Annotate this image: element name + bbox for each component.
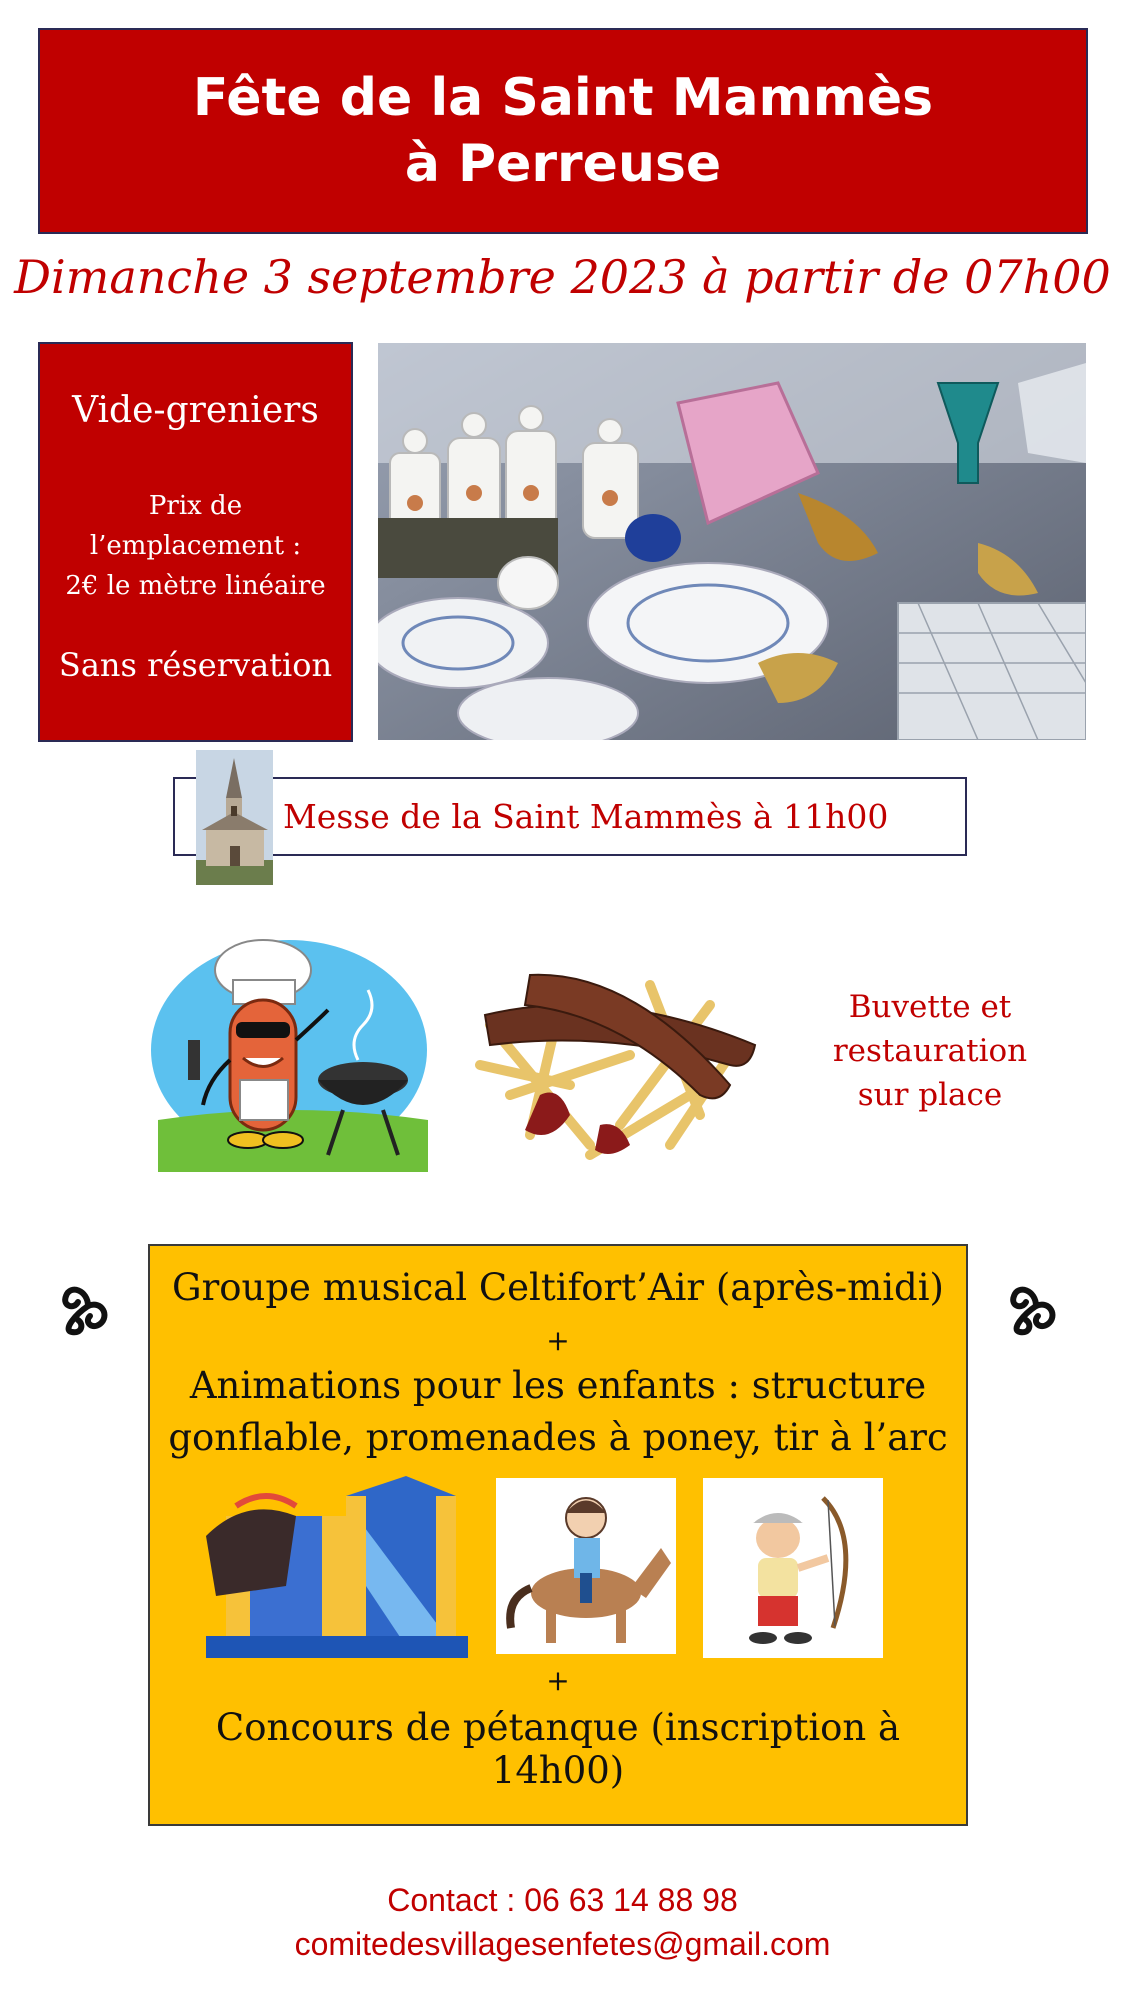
contact-email[interactable]: comitedesvillagesenfetes@gmail.com	[294, 1926, 831, 1962]
plus-2: +	[546, 1664, 570, 1697]
flea-market-photo	[378, 343, 1086, 740]
petanque-line: Concours de pétanque (inscription à 14h00)	[215, 1706, 901, 1792]
animations-box	[148, 1244, 968, 1826]
messe-text: Messe de la Saint Mammès à 11h00	[283, 797, 889, 836]
buvette-text	[805, 985, 1055, 1117]
buvette-line-2: restauration	[832, 1033, 1028, 1069]
pony-ride-image	[496, 1478, 676, 1654]
messe-box	[173, 777, 967, 856]
music-line: Groupe musical Celtifort’Air (après-midi)	[172, 1266, 944, 1309]
bouncy-castle-image	[206, 1476, 468, 1658]
plus-1: +	[546, 1324, 570, 1357]
price-line-2: l’emplacement :	[89, 531, 302, 561]
triskel-icon-right	[1000, 1270, 1072, 1342]
buvette-line-3: sur place	[857, 1077, 1003, 1113]
title-banner	[38, 28, 1088, 234]
reservation-note: Sans réservation	[58, 646, 333, 684]
triskel-icon-left	[52, 1270, 124, 1342]
buvette-line-1: Buvette et	[848, 989, 1012, 1025]
vide-greniers-title: Vide-greniers	[72, 390, 319, 431]
vide-greniers-box	[38, 342, 353, 742]
sausage-fries-photo	[470, 945, 760, 1170]
title-line-1: Fête de la Saint Mammès	[192, 68, 934, 128]
vide-greniers-price	[40, 486, 351, 606]
kids-line-2: gonflable, promenades à poney, tir à l’arc	[168, 1416, 948, 1459]
kids-line-1: Animations pour les enfants : structure	[189, 1364, 927, 1407]
archer-image	[703, 1478, 883, 1658]
barbecue-sausage-clipart	[148, 930, 430, 1172]
contact-phone: Contact : 06 63 14 88 98	[387, 1882, 738, 1918]
price-line-1: Prix de	[148, 491, 243, 521]
church-image	[196, 750, 273, 885]
price-line-3: 2€ le mètre linéaire	[65, 571, 326, 601]
title-line-2: à Perreuse	[404, 134, 722, 194]
event-date: Dimanche 3 septembre 2023 à partir de 07h00	[14, 250, 1111, 304]
